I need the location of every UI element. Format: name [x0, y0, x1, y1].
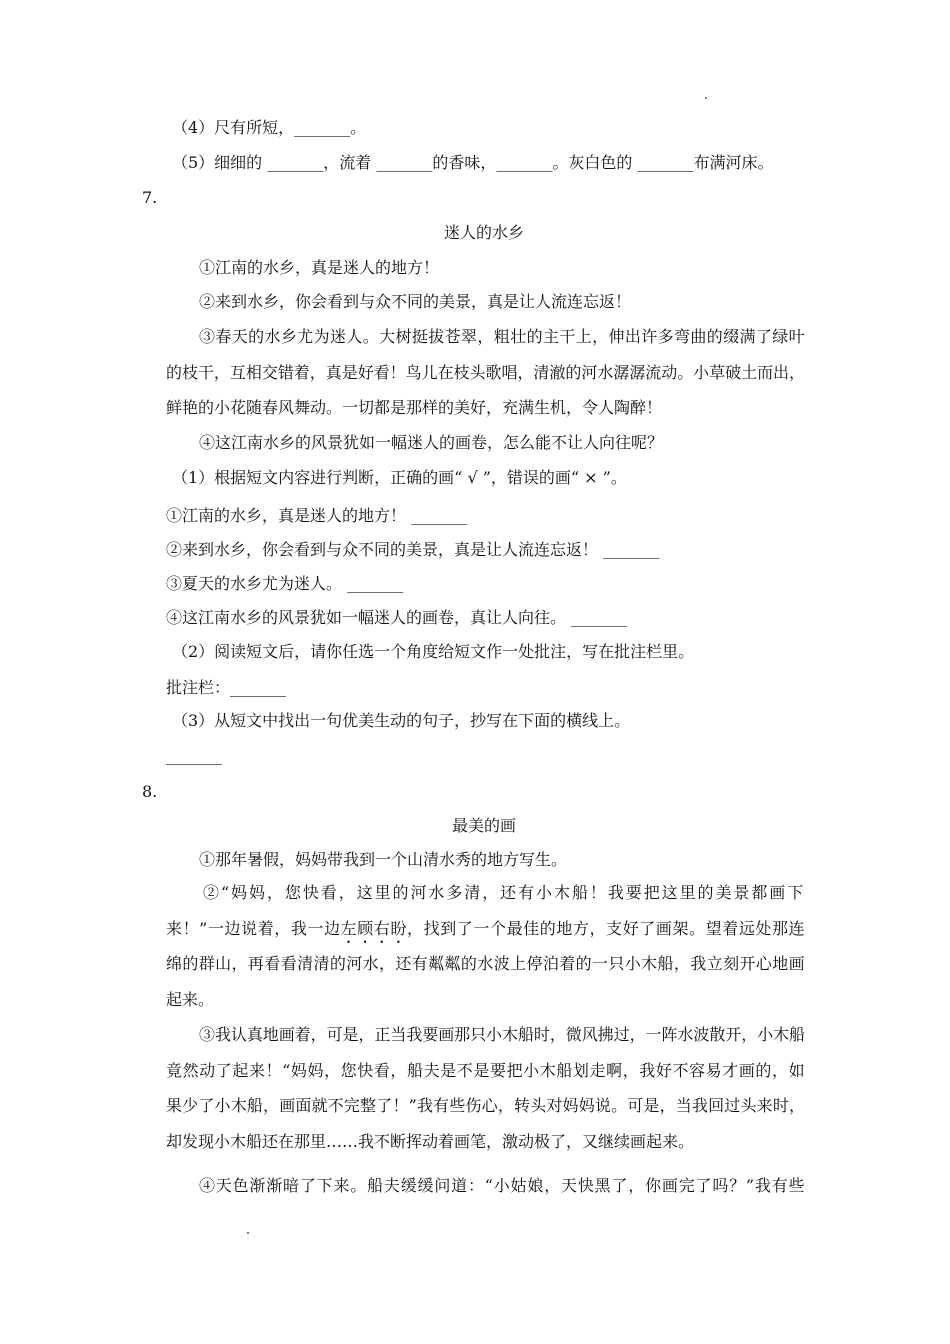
q8-paragraph-3-line-1: ③我认真地画着，可是，正当我要画那只小木船时，微风拂过，一阵水波散开，小木船: [199, 1025, 806, 1044]
q7-paragraph-1: ①江南的水乡，真是迷人的地方！: [199, 258, 440, 277]
text: 来！”一边说着，我一边: [166, 919, 341, 938]
q8-paragraph-3-line-4: 却发现小木船还在那里……我不断挥动着画笔，激动极了，又继续画起来。: [166, 1132, 695, 1151]
q7-judgement-1: ①江南的水乡，真是迷人的地方！ _______: [166, 506, 468, 525]
q8-paragraph-2-line-3: 绵的群山，再看看清清的河水，还有粼粼的水波上停泊着的一只小木船，我立刻开心地画: [166, 954, 806, 973]
q7-title: 迷人的水乡: [443, 223, 524, 242]
q7-subquestion-3: （3）从短文中找出一句优美生动的句子，抄写在下面的横线上。: [172, 711, 631, 730]
q7-answer-blank: _______: [166, 746, 222, 765]
page-mark: [247, 1232, 249, 1234]
q8-paragraph-2-line-2: [166, 918, 805, 940]
q8-title: 最美的画: [451, 816, 516, 835]
q7-paragraph-3-line-3: 鲜艳的小花随春风舞动。一切都是那样的美好，充满生机，令人陶醉！: [166, 398, 663, 417]
text: ，找到了一个最佳的地方，支好了画架。望着远处那连: [407, 919, 806, 938]
q6-item4: （4）尺有所短，_______。: [172, 118, 367, 137]
page-mark: [705, 97, 707, 99]
q8-paragraph-3-line-3: 果少了小木船，画面就不完整了！”我有些伤心，转头对妈妈说。可是，当我回过头来时，: [166, 1096, 806, 1115]
q8-number: 8.: [142, 782, 158, 801]
q8-paragraph-2-line-4: 起来。: [166, 990, 215, 1009]
q8-paragraph-1: ①那年暑假，妈妈带我到一个山清水秀的地方写生。: [199, 850, 568, 869]
q7-annotation-field: 批注栏：_______: [166, 678, 287, 697]
q8-paragraph-2-line-1: ②“妈妈，您快看，这里的河水多清，还有小木船！我要把这里的美景都画下: [203, 883, 806, 902]
q7-paragraph-3-line-2: 的枝干，互相交错着，真是好看！鸟儿在枝头歌唱，清澈的河水潺潺流动。小草破土而出，: [166, 363, 806, 382]
q7-paragraph-2: ②来到水乡，你会看到与众不同的美景，真是让人流连忘返！: [199, 292, 632, 311]
q8-paragraph-4-line-1: ④天色渐渐暗了下来。船夫缓缓问道：“小姑娘，天快黑了，你画完了吗？”我有些: [199, 1176, 806, 1195]
q7-subquestion-2: （2）阅读短文后，请你任选一个角度给短文作一处批注，写在批注栏里。: [172, 642, 695, 661]
q7-judgement-2: ②来到水乡，你会看到与众不同的美景，真是让人流连忘返！ _______: [166, 540, 660, 559]
q7-judgement-4: ④这江南水乡的风景犹如一幅迷人的画卷，真让人向往。 _______: [166, 608, 628, 627]
q7-paragraph-3-line-1: ③春天的水乡尤为迷人。大树挺拔苍翠，粗壮的主干上，伸出许多弯曲的缀满了绿叶: [199, 327, 806, 346]
q7-number: 7.: [142, 188, 158, 207]
q8-paragraph-3-line-2: 竟然动了起来！“妈妈，您快看，船夫是不是要把小木船划走啊，我好不容易才画的，如: [166, 1061, 806, 1080]
q6-item5: （5）细细的 _______，流着 _______的香味，_______。灰白色的 _______布满河床。: [172, 153, 774, 172]
emphasized-word: 左顾右盼: [340, 919, 408, 938]
q7-paragraph-4: ④这江南水乡的风景犹如一幅迷人的画卷，怎么能不让人向往呢？: [199, 433, 664, 452]
q7-judgement-3: ③夏天的水乡尤为迷人。 _______: [166, 574, 404, 593]
q7-subquestion-1: （1）根据短文内容进行判断，正确的画“ √ ”，错误的画“ × ”。: [172, 468, 627, 487]
